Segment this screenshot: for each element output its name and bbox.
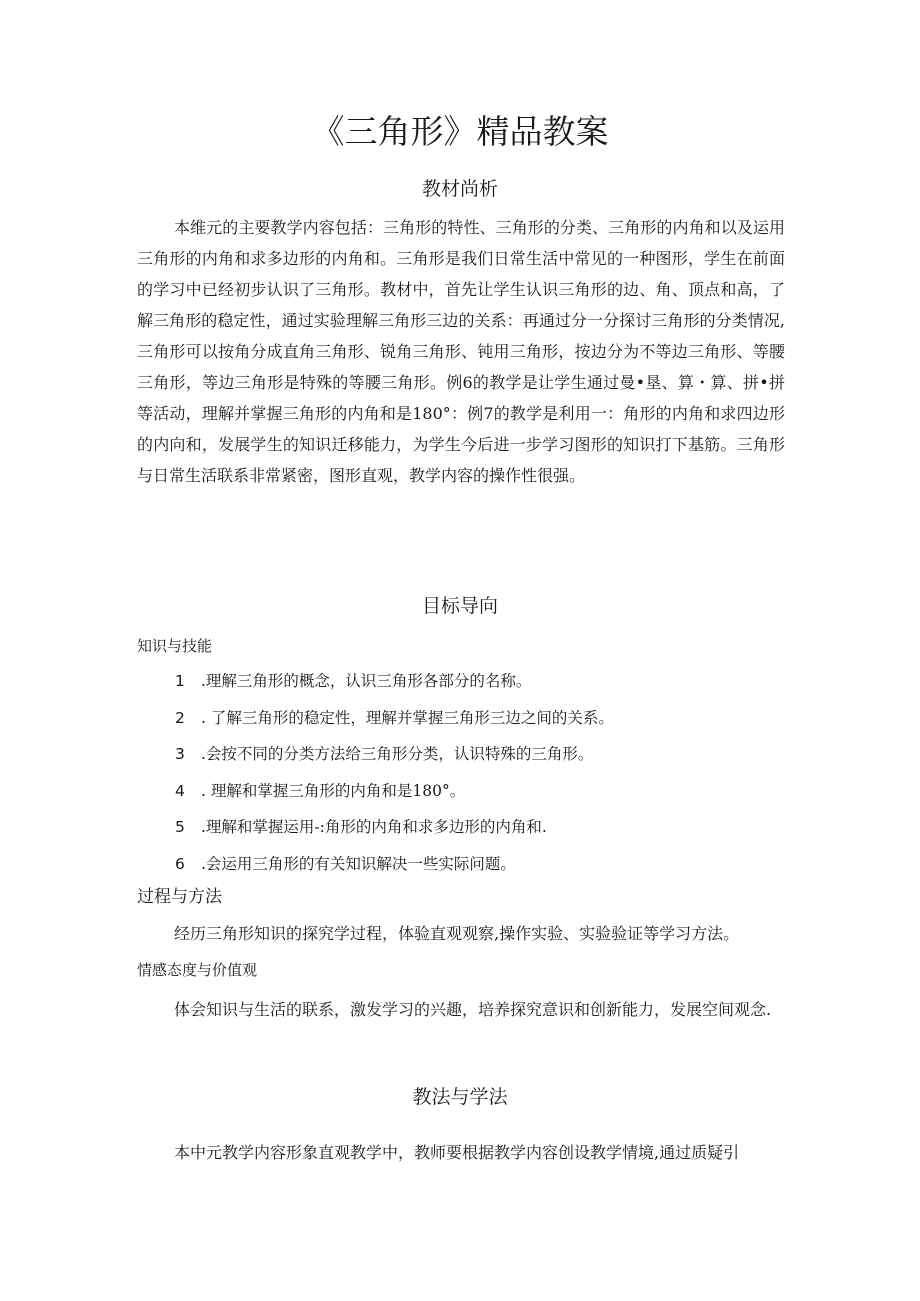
item-number: 2	[175, 708, 185, 727]
list-item	[175, 813, 614, 850]
heading-goals: 目标导向	[421, 595, 498, 617]
emotion-paragraph: 体会知识与生活的联系，激发学习的兴趣，培养探究意识和创新能力，发展空间观念.	[174, 1000, 772, 1019]
page-title: 《三角形》精品教案	[311, 112, 609, 151]
materials-paragraph: 本维元的主要教学内容包括：三角形的特性、三角形的分类、三角形的内角和以及运用三角形的内角和求多边形的内角和。三角形是我们日常生活中常见的一种图形，学生在前面的学习中已经初步认识了三角形。教材中，首先让学生认识三角形的边、角、顶点和高，了解三角形的稳定性，通过实验理解三角形三边的关系：再通过分一分探讨三角形的分类情况,三角形可以按角分成直角三角形、锐角三角形、钝用三角形，按边分为不等边三角形、等腰三角形，等边三角形是特殊的等腰三角形。例6的教学是让学生通过曼•垦、算・算、拼•拼等活动，理解并掌握三角形的内角和是180°：例7的教学是利用一：角形的内角和求四边形的内向和，发展学生的知识迁移能力，为学生今后进一步学习图形的知识打下基筋。三角形与日常生活联系非常紧密，图形直观，教学内容的操作性很强。	[137, 218, 785, 485]
item-number: 5	[175, 818, 185, 836]
item-number: 6	[175, 854, 185, 873]
list-item	[175, 740, 614, 777]
item-number: 3	[175, 745, 185, 763]
item-text: . 了解三角形的稳定性，理解并掌握三角形三边之间的关系。	[201, 708, 614, 727]
knowledge-skills-label: 知识与技能	[137, 637, 213, 655]
item-text: .理解三角形的概念，认识三角形各部分的名称。	[201, 672, 532, 690]
process-paragraph: 经历三角形知识的探究学过程，体验直观观察,操作实验、实验验证等学习方法。	[174, 924, 740, 943]
item-text: .会按不同的分类方法给三角形分类，认识特殊的三角形。	[201, 745, 594, 763]
item-text: .会运用三角形的有关知识解决一些实际问题。	[201, 854, 516, 873]
heading-methods: 教法与学法	[412, 1086, 508, 1108]
process-method-label: 过程与方法	[137, 887, 222, 907]
list-item	[175, 777, 614, 814]
list-item	[175, 704, 614, 741]
item-number: 4	[175, 781, 185, 800]
list-item	[175, 667, 614, 704]
emotion-values-label: 情感态度与价值观	[137, 961, 258, 979]
item-text: .理解和掌握运用-:角形的内角和求多边形的内角和.	[201, 818, 547, 836]
item-text: . 理解和掌握三角形的内角和是180°。	[201, 781, 466, 800]
goals-list	[175, 667, 614, 886]
methods-paragraph: 本中元教学内容形象直观教学中，教师要根据教学内容创设教学情境,通过质疑引	[174, 1143, 740, 1162]
item-number: 1	[175, 672, 185, 690]
list-item	[175, 850, 614, 887]
heading-materials: 教材尚析	[421, 178, 498, 200]
